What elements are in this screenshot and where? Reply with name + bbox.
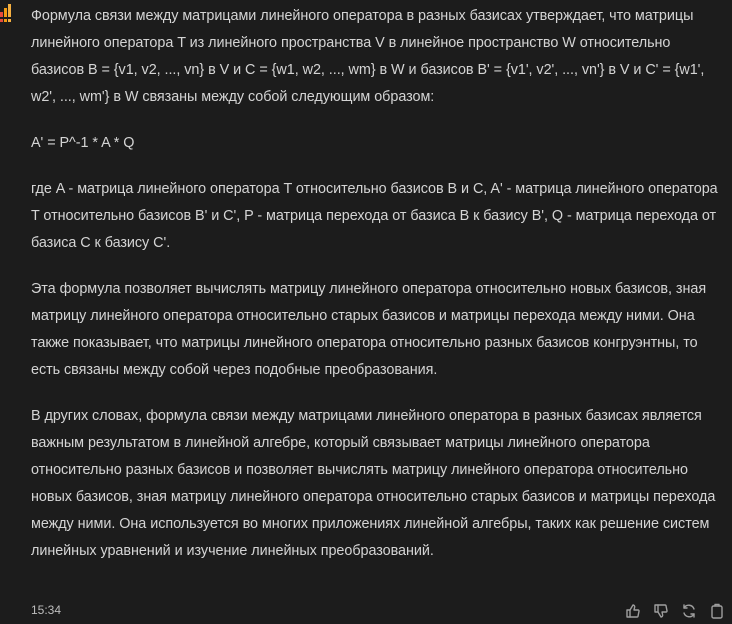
message-paragraph: В других словах, формула связи между матрицами линейного оператора в разных базисах является важным результатом в линейной алгебре, который связывает матрицы линейного оператора относительно разных базисов и позволяет вычислять матрицу линейного оператора относительно новых базисов, зная матрицу линейного оператора относительно старых базисов и матрицы перехода между ними. Она используется во многих приложениях линейной алгебры, таких как решение систем линейных уравнений и изучение линейных преобразований. — [31, 408, 716, 559]
copy-button[interactable] — [708, 602, 726, 620]
thumbs-down-icon — [653, 603, 669, 619]
bot-logo-icon — [0, 4, 12, 22]
message-actions — [624, 602, 726, 620]
assistant-message — [31, 3, 721, 584]
message-paragraph: Формула связи между матрицами линейного оператора в разных базисах утверждает, что матрицы линейного оператора T из линейного пространства V в линейное пространство W относительно базисов B = {v1, v2, ..., vn} в V и C = {w1, w2, ..., wm} в W и базисов B' = {v1', v2', ..., vn'} в V и C' = {w1', w2', ..., wm'} в W связаны между собой следующим образом: — [31, 8, 705, 105]
dislike-button[interactable] — [652, 602, 670, 620]
regenerate-button[interactable] — [680, 602, 698, 620]
message-timestamp: 15:34 — [31, 603, 62, 617]
message-paragraph: где A - матрица линейного оператора T относительно базисов B и C, A' - матрица линейного оператора T относительно базисов B' и C', P - матрица перехода от базиса B к базису B', Q - матрица перехода от базиса C к базису C'. — [31, 181, 718, 251]
message-formula: A' = P^-1 * A * Q — [31, 135, 135, 151]
assistant-avatar — [0, 4, 12, 22]
like-button[interactable] — [624, 602, 642, 620]
regenerate-icon — [681, 603, 697, 619]
thumbs-up-icon — [625, 603, 641, 619]
message-paragraph: Эта формула позволяет вычислять матрицу линейного оператора относительно новых базисов, зная матрицу линейного оператора относительно старых базисов и матрицы перехода между ними. Она также показывает, что матрицы линейного оператора относительно разных базисов конгруэнтны, то есть связаны между собой через подобные преобразования. — [31, 281, 707, 378]
copy-icon — [709, 603, 725, 619]
